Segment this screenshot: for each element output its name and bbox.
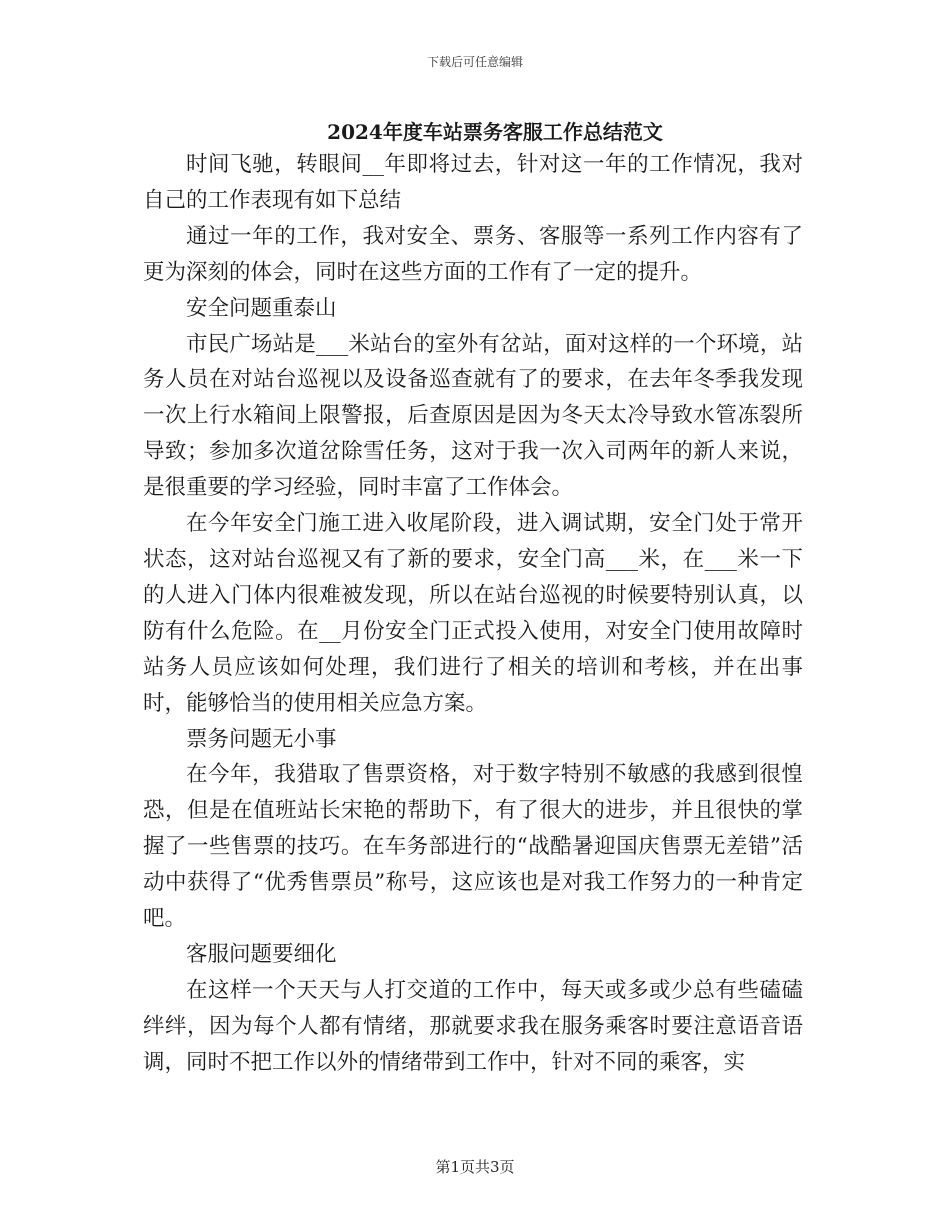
paragraph: 通过一年的工作，我对安全、票务、客服等一系列工作内容有了更为深刻的体会，同时在这些方面的工作有了一定的提升。: [143, 223, 803, 285]
section-heading: 票务问题无小事: [186, 726, 337, 752]
document-body: [143, 147, 803, 1081]
section-heading: 客服问题要细化: [186, 941, 337, 967]
paragraph: 在今年安全门施工进入收尾阶段，进入调试期，安全门处于常开状态，这对站台巡视又有了新的要求，安全门高___米，在___米一下的人进入门体内很难被发现，所以在站台巡视的时候要特别认真，以防有什么危险。在__月份安全门正式投入使用，对安全门使用故障时站务人员应该如何处理，我们进行了相关的培训和考核，并在出事时，能够恰当的使用相关应急方案。: [143, 511, 803, 716]
paragraph: 时间飞驰，转眼间__年即将过去，针对这一年的工作情况，我对自己的工作表现有如下总结: [143, 152, 803, 213]
paragraph: 在这样一个天天与人打交道的工作中，每天或多或少总有些磕磕绊绊，因为每个人都有情绪，那就要求我在服务乘客时要注意语音语调，同时不把工作以外的情绪带到工作中，针对不同的乘客，实: [143, 977, 803, 1075]
header-note: 下载后可任意编辑: [426, 55, 523, 69]
section-heading: 安全问题重泰山: [186, 295, 337, 321]
page-number-footer: 第1页共3页: [435, 1158, 515, 1176]
document-title: 2024年度车站票务客服工作总结范文: [327, 120, 663, 144]
paragraph: 在今年，我猎取了售票资格，对于数字特别不敏感的我感到很惶恐，但是在值班站长宋艳的帮助下，有了很大的进步，并且很快的掌握了一些售票的技巧。在车务部进行的“战酷暑迎国庆售票无差错”活动中获得了“优秀售票员”称号，这应该也是对我工作努力的一种肯定吧。: [143, 762, 803, 932]
paragraph: 市民广场站是___米站台的室外有岔站，面对这样的一个环境，站务人员在对站台巡视以及设备巡查就有了的要求，在去年冬季我发现一次上行水箱间上限警报，后查原因是因为冬天太冷导致水管冻裂所导致；参加多次道岔除雪任务，这对于我一次入司两年的新人来说，是很重要的学习经验，同时丰富了工作体会。: [143, 331, 803, 501]
